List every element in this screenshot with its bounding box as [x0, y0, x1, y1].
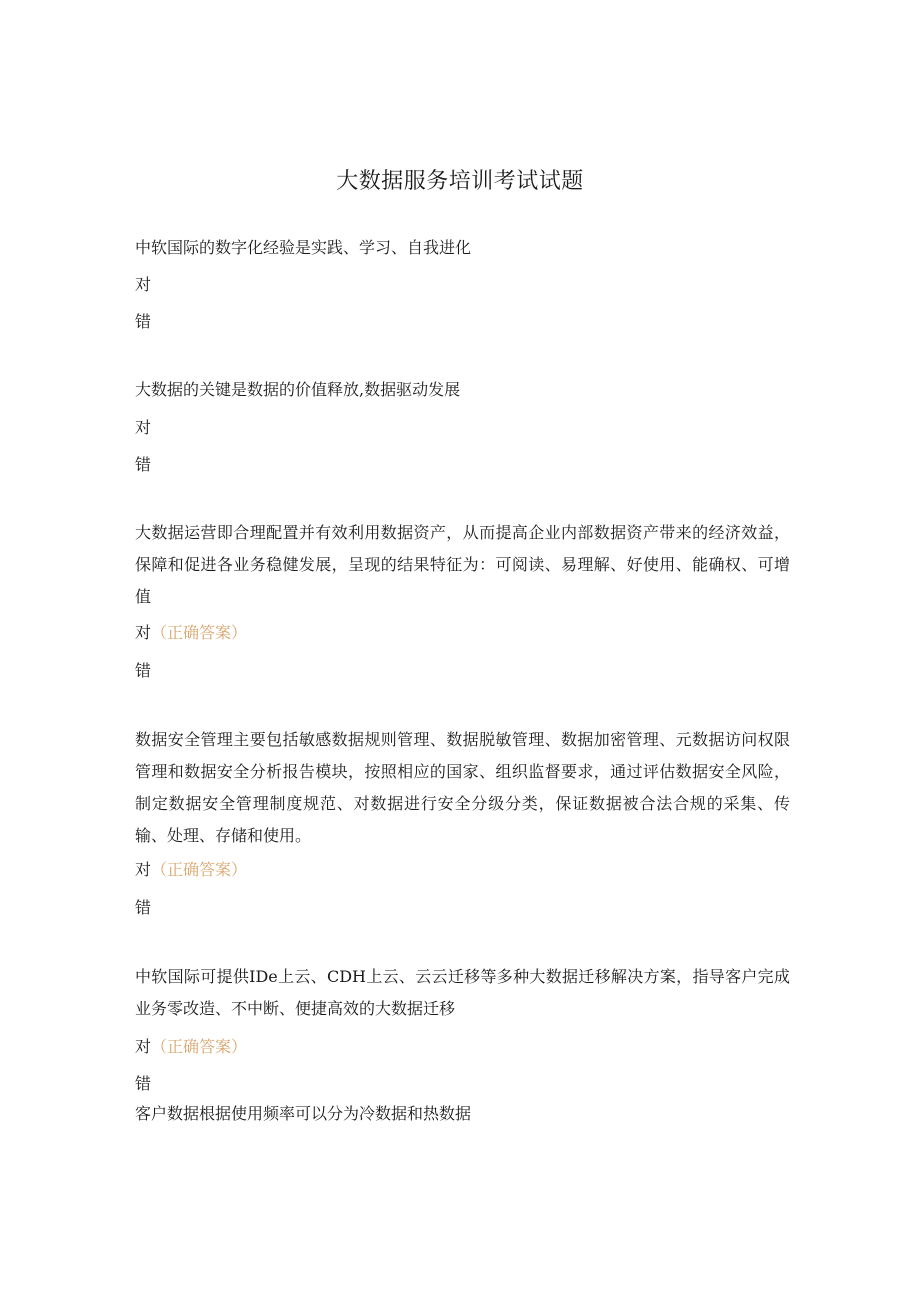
question-4-text: 数据安全管理主要包括敏感数据规则管理、数据脱敏管理、数据加密管理、元数据访问权限管理和数据安全分析报告模块，按照相应的国家、组织监督要求，通过评估数据安全风险，制定数据安全管理制度规范、对数据进行安全分级分类，保证数据被合法合规的采集、传输、处理、存储和使用。: [135, 730, 790, 845]
question-2-option-true[interactable]: [135, 416, 151, 440]
option-label: 错: [135, 898, 152, 917]
question-4-option-false[interactable]: [135, 896, 151, 920]
option-label: 对: [135, 418, 152, 437]
question-1-option-false[interactable]: [135, 310, 151, 334]
question-2-option-false[interactable]: [135, 453, 151, 477]
question-1-option-true[interactable]: [135, 273, 151, 297]
question-5-option-true[interactable]: [135, 1035, 247, 1059]
question-5-option-false[interactable]: [135, 1072, 151, 1096]
option-label: 错: [135, 661, 152, 680]
question-5-text: 中软国际可提供IDe上云、CDH上云、云云迁移等多种大数据迁移解决方案，指导客户完成业务零改造、不中断、便捷高效的大数据迁移: [135, 967, 790, 1018]
option-label: 对: [135, 1037, 152, 1056]
option-label: 错: [135, 312, 152, 331]
option-label: 对: [135, 860, 152, 879]
correct-answer-mark: （正确答案）: [151, 623, 248, 642]
document-title: 大数据服务培训考试试题: [336, 169, 584, 194]
question-1-text: 中软国际的数字化经验是实践、学习、自我进化: [135, 238, 472, 257]
question-2-text: 大数据的关键是数据的价值释放,数据驱动发展: [135, 380, 461, 399]
option-label: 对: [135, 275, 152, 294]
question-3-option-false[interactable]: [135, 659, 151, 683]
correct-answer-mark: （正确答案）: [151, 860, 248, 879]
correct-answer-mark: （正确答案）: [151, 1037, 248, 1056]
question-6-text: 客户数据根据使用频率可以分为冷数据和热数据: [135, 1104, 472, 1123]
option-label: 错: [135, 455, 152, 474]
question-3-text: 大数据运营即合理配置并有效利用数据资产，从而提高企业内部数据资产带来的经济效益，保障和促进各业务稳健发展，呈现的结果特征为：可阅读、易理解、好使用、能确权、可增值: [135, 523, 790, 606]
option-label: 错: [135, 1074, 152, 1093]
option-label: 对: [135, 623, 152, 642]
question-4-option-true[interactable]: [135, 858, 247, 882]
question-3-option-true[interactable]: [135, 621, 247, 645]
